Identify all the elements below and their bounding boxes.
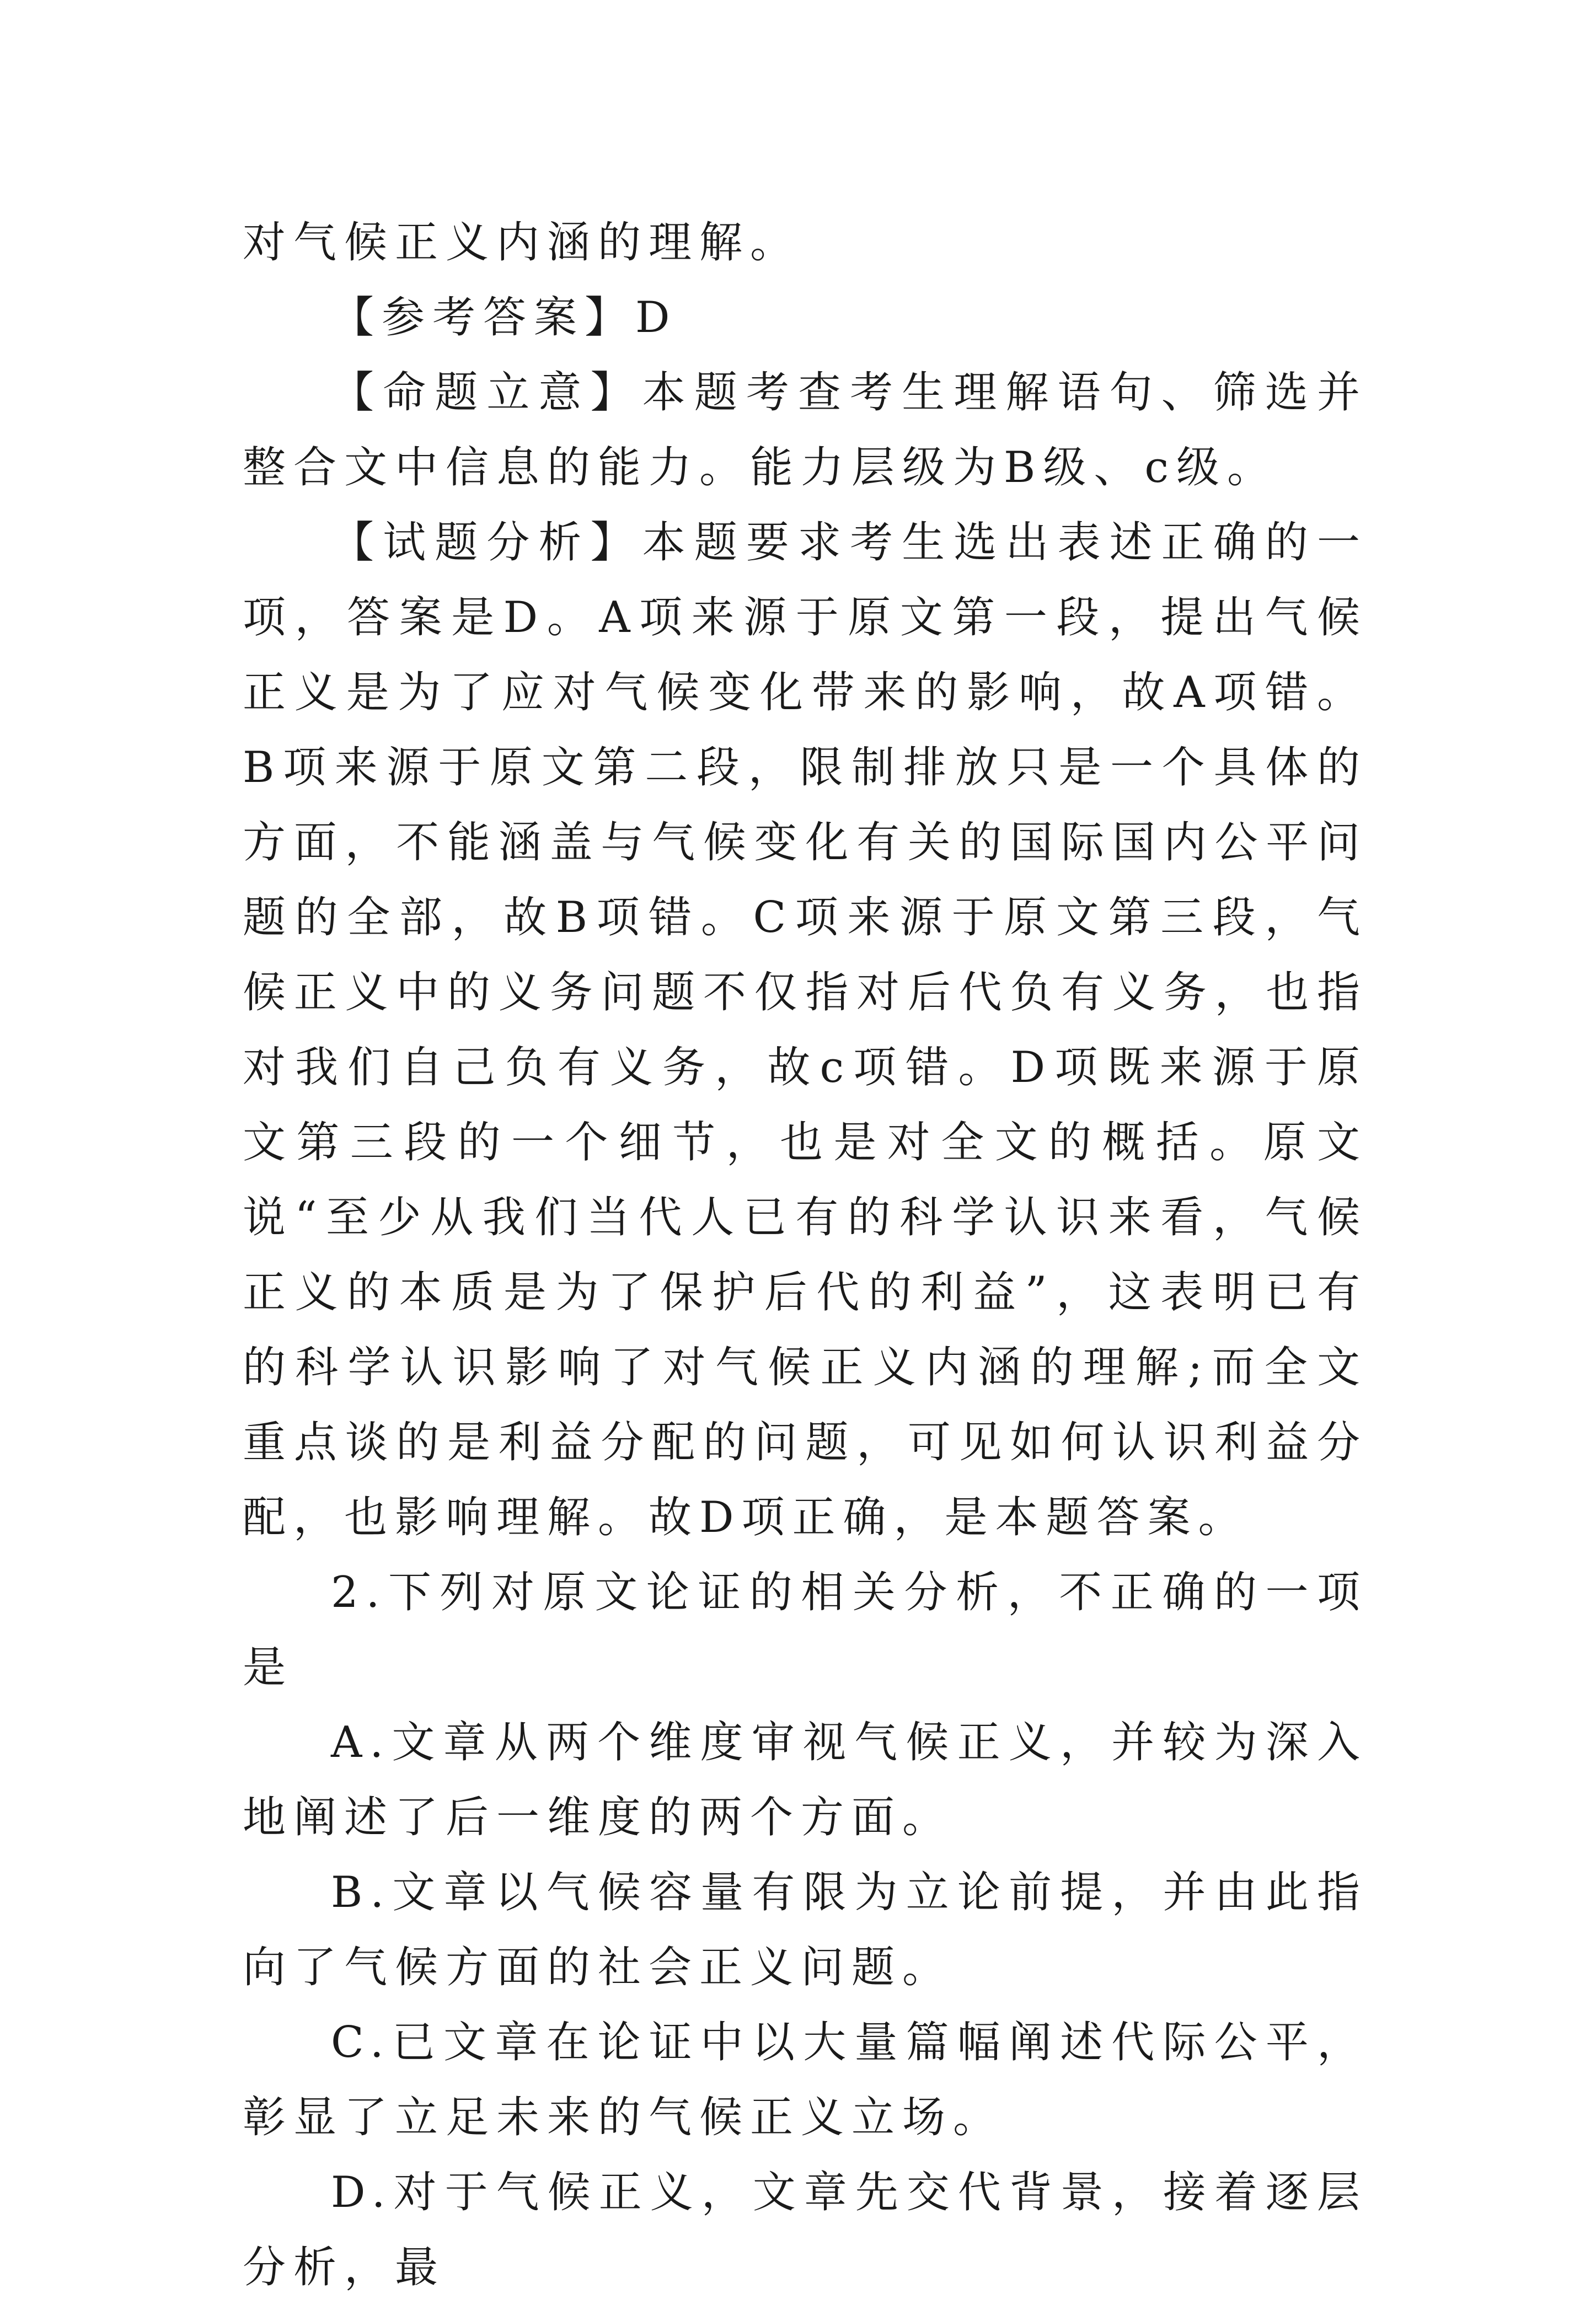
option-c: C.已文章在论证中以大量篇幅阐述代际公平，彰显了立足未来的气候正义立场。 xyxy=(243,2018,1368,2142)
option-d: D.对于气候正义，文章先交代背景，接着逐层分析，最 xyxy=(243,2168,1368,2292)
question-2-stem: 2.下列对原文论证的相关分析，不正确的一项是 xyxy=(243,1568,1368,1692)
question-analysis: 【试题分析】本题要求考生选出表述正确的一项，答案是D。A项来源于原文第一段，提出气候正义是为了应对气候变化带来的影响，故A项错。B项来源于原文第二段，限制排放只是一个具体的方面，不能涵盖与气候变化有关的国际国内公平问题的全部，故B项错。C项来源于原文第三段，气候正义中的义务问题不仅指对后代负有义务，也指对我们自己负有义务，故c项错。D项既来源于原文第三段的一个细节，也是对全文的概括。原文说“至少从我们当代人已有的科学认识来看，气候正义的本质是为了保护后代的利益”，这表明已有的科学认识影响了对气候正义内涵的理解;而全文重点谈的是利益分配的问题，可见如何认识利益分配，也影响理解。故D项正确，是本题答案。 xyxy=(243,518,1368,1542)
document-body xyxy=(243,205,1368,2305)
paragraph-continuation: 对气候正义内涵的理解。 xyxy=(243,218,801,267)
question-intent: 【命题立意】本题考查考生理解语句、筛选并整合文中信息的能力。能力层级为B级、c级。 xyxy=(243,368,1368,492)
option-a: A.文章从两个维度审视气候正义，并较为深入地阐述了后一维度的两个方面。 xyxy=(243,1718,1368,1842)
option-b: B.文章以气候容量有限为立论前提，并由此指向了气候方面的社会正义问题。 xyxy=(243,1868,1368,1992)
reference-answer: 【参考答案】D xyxy=(331,293,678,342)
